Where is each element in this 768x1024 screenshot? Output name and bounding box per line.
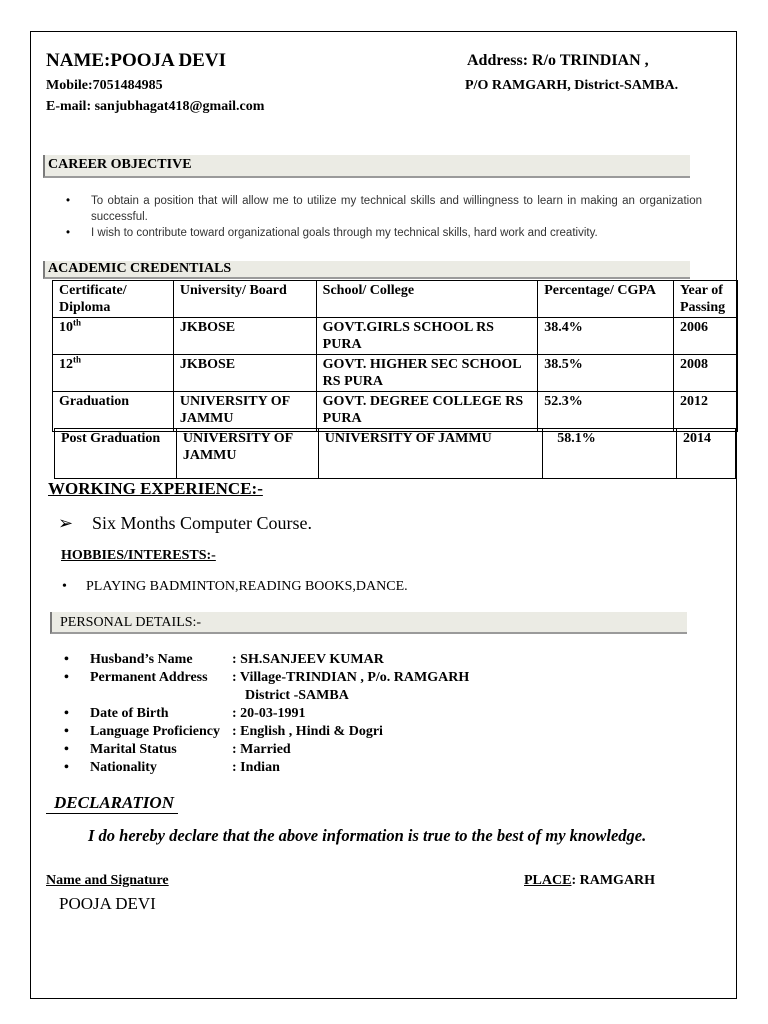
career-objective-list bbox=[66, 193, 702, 241]
cell-percentage: 38.4% bbox=[538, 318, 674, 355]
table-row bbox=[53, 355, 738, 392]
col-header: University/ Board bbox=[173, 281, 316, 318]
table-row bbox=[55, 429, 736, 479]
cell-year: 2006 bbox=[673, 318, 737, 355]
personal-details-title: PERSONAL DETAILS:- bbox=[60, 615, 202, 630]
personal-item: • Husband’s Name : SH.SANJEEV KUMAR bbox=[64, 651, 469, 669]
objective-item: • To obtain a position that will allow me to utilize my technical skills and willingness to learn in making an organization successful. bbox=[66, 193, 702, 225]
cell-year: 2014 bbox=[677, 429, 736, 479]
col-header: Percentage/ CGPA bbox=[538, 281, 674, 318]
signature-label: Name and Signature bbox=[46, 873, 169, 888]
mobile-number: Mobile:7051484985 bbox=[46, 78, 163, 93]
declaration-text: I do hereby declare that the above information is true to the best of my knowledge. bbox=[88, 826, 647, 845]
objective-item: • I wish to contribute toward organizational goals through my technical skills, hard work and creativity. bbox=[66, 225, 702, 241]
academic-table-post-graduation bbox=[54, 428, 736, 479]
cell-certificate: Graduation bbox=[53, 392, 174, 432]
candidate-name: NAME:POOJA DEVI bbox=[46, 50, 226, 71]
cell-percentage: 58.1% bbox=[543, 429, 677, 479]
work-item: ➢ Six Months Computer Course. bbox=[58, 513, 313, 533]
arrow-bullet-icon: ➢ bbox=[58, 513, 74, 533]
cell-board: UNIVERSITY OF JAMMU bbox=[173, 392, 316, 432]
declaration-underline bbox=[46, 813, 178, 814]
cell-certificate: Post Graduation bbox=[55, 429, 177, 479]
table-header-row bbox=[53, 281, 738, 318]
address-line-1: Address: R/o TRINDIAN , bbox=[467, 52, 649, 69]
cell-board: JKBOSE bbox=[173, 318, 316, 355]
cell-school: GOVT. HIGHER SEC SCHOOL RS PURA bbox=[316, 355, 538, 392]
career-objective-header bbox=[43, 155, 690, 178]
personal-item: • Nationality : Indian bbox=[64, 759, 469, 777]
address-line-2: P/O RAMGARH, District-SAMBA. bbox=[465, 78, 679, 93]
col-header: Certificate/ Diploma bbox=[53, 281, 174, 318]
email-address: E-mail: sanjubhagat418@gmail.com bbox=[46, 99, 265, 114]
place: PLACE: RAMGARH bbox=[524, 873, 656, 888]
cell-year: 2008 bbox=[673, 355, 737, 392]
cell-board: JKBOSE bbox=[173, 355, 316, 392]
hobbies-title: HOBBIES/INTERESTS:- bbox=[61, 548, 216, 563]
academic-title: ACADEMIC CREDENTIALS bbox=[48, 261, 232, 276]
career-objective-title: CAREER OBJECTIVE bbox=[48, 157, 192, 172]
address-continuation: District -SAMBA bbox=[245, 688, 349, 703]
table-row bbox=[53, 392, 738, 432]
working-experience-title: WORKING EXPERIENCE:- bbox=[48, 479, 263, 498]
cell-certificate: 10th bbox=[53, 318, 174, 355]
cell-school: GOVT. DEGREE COLLEGE RS PURA bbox=[316, 392, 538, 432]
cell-board: UNIVERSITY OF JAMMU bbox=[176, 429, 318, 479]
personal-details-list bbox=[64, 651, 469, 777]
personal-item: • Marital Status : Married bbox=[64, 741, 469, 759]
personal-item: • Date of Birth : 20-03-1991 bbox=[64, 705, 469, 723]
table-row bbox=[53, 318, 738, 355]
cell-school: GOVT.GIRLS SCHOOL RS PURA bbox=[316, 318, 538, 355]
cell-percentage: 38.5% bbox=[538, 355, 674, 392]
cell-year: 2012 bbox=[673, 392, 737, 432]
personal-item: • Language Proficiency : English , Hindi & Dogri bbox=[64, 723, 469, 741]
personal-item: • Permanent Address : Village-TRINDIAN , P/o. RAMGARH bbox=[64, 669, 469, 687]
signature-name: POOJA DEVI bbox=[59, 894, 156, 913]
cell-certificate: 12th bbox=[53, 355, 174, 392]
declaration-title: DECLARATION bbox=[54, 793, 174, 812]
col-header: School/ College bbox=[316, 281, 538, 318]
cell-school: UNIVERSITY OF JAMMU bbox=[318, 429, 543, 479]
bullet-icon: • bbox=[62, 579, 67, 594]
cell-percentage: 52.3% bbox=[538, 392, 674, 432]
personal-details-header bbox=[50, 612, 687, 634]
hobby-item: • PLAYING BADMINTON,READING BOOKS,DANCE. bbox=[62, 579, 408, 594]
col-header: Year of Passing bbox=[673, 281, 737, 318]
academic-table bbox=[52, 280, 738, 432]
academic-header bbox=[43, 261, 690, 279]
